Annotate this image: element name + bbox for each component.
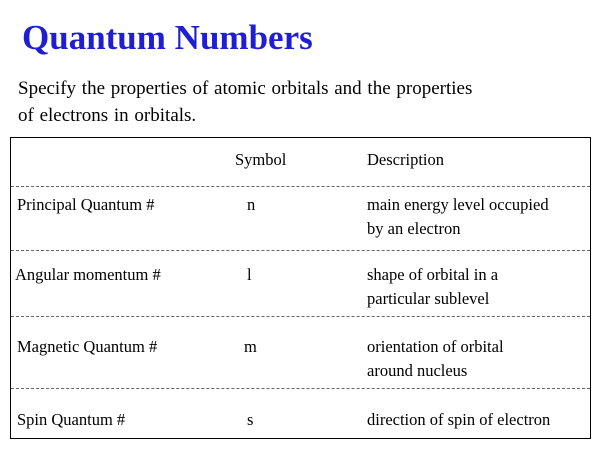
description-line-1: main energy level occupied <box>367 195 549 214</box>
quantum-number-description <box>367 193 549 241</box>
subtitle-line-1: Specify the properties of atomic orbitals and the properties <box>18 78 473 99</box>
quantum-number-name: Spin Quantum # <box>17 410 126 429</box>
header-symbol: Symbol <box>235 150 287 169</box>
quantum-number-description <box>367 408 550 432</box>
header-description: Description <box>367 150 444 169</box>
quantum-number-symbol: l <box>247 265 252 284</box>
quantum-number-name: Magnetic Quantum # <box>17 337 158 356</box>
table-header-row <box>11 138 590 187</box>
quantum-number-name: Angular momentum # <box>15 265 161 284</box>
subtitle-line-2: of electrons in orbitals. <box>18 105 197 126</box>
description-line-1: shape of orbital in a <box>367 265 499 284</box>
description-line-1: orientation of orbital <box>367 337 504 356</box>
description-line-2: particular sublevel <box>367 289 490 308</box>
table-row <box>11 316 590 389</box>
description-line-1: direction of spin of electron <box>367 410 551 429</box>
page-subtitle <box>18 75 588 129</box>
quantum-number-name: Principal Quantum # <box>17 195 155 214</box>
page-title: Quantum Numbers <box>22 18 313 57</box>
quantum-number-symbol: m <box>244 337 257 356</box>
quantum-number-description <box>367 335 504 383</box>
quantum-number-description <box>367 263 498 311</box>
quantum-number-symbol: s <box>247 410 254 429</box>
description-line-2: by an electron <box>367 219 461 238</box>
description-line-2: around nucleus <box>367 361 468 380</box>
table-row <box>11 186 590 251</box>
table-row <box>11 250 590 317</box>
table-row <box>11 388 590 438</box>
quantum-numbers-table <box>10 137 591 439</box>
quantum-number-symbol: n <box>247 195 256 214</box>
